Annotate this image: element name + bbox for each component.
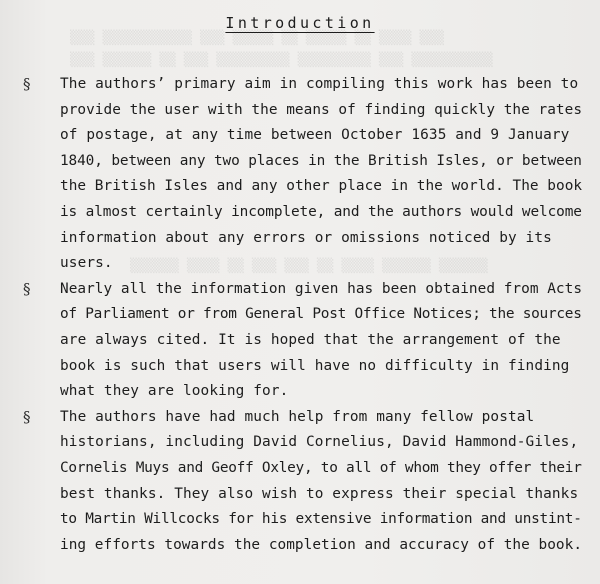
- text-line: Cornelis Muys and Geoff Oxley, to all of whom they offer their: [60, 459, 582, 476]
- text-line: the British Isles and any other place in the world. The book: [60, 178, 583, 195]
- section-mark: §: [23, 407, 31, 426]
- text-line: book is such that users will have no difficulty in finding: [60, 357, 570, 374]
- text-line: The authors’ primary aim in compiling this work has been to: [60, 76, 579, 92]
- text-line: are always cited. It is hoped that the arrangement of the: [60, 331, 561, 348]
- text-line: information about any errors or omissions noticed by its: [60, 229, 552, 246]
- text-line: what they are looking for.: [60, 383, 289, 400]
- paragraph-3: [0, 405, 600, 559]
- text-line: to Martin Willcocks for his extensive information and unstint-: [60, 511, 582, 528]
- show-through-text: ▒▒▒▒▒▒ ▒▒▒▒ ▒▒ ▒▒▒ ▒▒▒ ▒▒ ▒▒▒▒ ▒▒▒▒▒▒ ▒▒▒▒▒▒: [130, 258, 488, 274]
- section-mark: §: [23, 279, 31, 298]
- text-line: of Parliament or from General Post Office Notices; the sources: [60, 306, 582, 323]
- section-mark: §: [23, 75, 31, 93]
- text-line: is almost certainly incomplete, and the authors would welcome: [60, 203, 582, 220]
- text-line: ing efforts towards the completion and accuracy of the book.: [60, 536, 583, 553]
- page-title: Introduction: [225, 14, 375, 32]
- text-line: best thanks. They also wish to express their special thanks: [60, 485, 579, 502]
- text-line: of postage, at any time between October 1635 and 9 January: [60, 127, 570, 144]
- text-line: 1840, between any two places in the British Isles, or between: [60, 152, 582, 169]
- text-line: historians, including David Cornelius, David Hammond-Giles,: [60, 434, 579, 451]
- text-line: The authors have had much help from many fellow postal: [60, 408, 535, 425]
- text-line: provide the user with the means of finding quickly the rates: [60, 101, 583, 118]
- text-line: Nearly all the information given has been obtained from Acts: [60, 280, 583, 297]
- show-through-text: ▒▒▒ ▒▒▒▒▒▒▒▒▒▒▒ ▒▒▒ ▒▒▒▒▒ ▒▒ ▒▒▒▒▒ ▒▒ ▒▒▒▒ ▒▒▒: [70, 30, 444, 46]
- show-through-text: ▒▒▒ ▒▒▒▒▒▒ ▒▒ ▒▒▒ ▒▒▒▒▒▒▒▒▒ ▒▒▒▒▒▒▒▒▒ ▒▒▒ ▒▒▒▒▒▒▒▒▒▒: [70, 52, 493, 68]
- paragraph-1: [0, 72, 600, 277]
- paragraph-2: [0, 277, 600, 405]
- introduction-body: [0, 72, 600, 558]
- text-line: users.: [60, 255, 113, 272]
